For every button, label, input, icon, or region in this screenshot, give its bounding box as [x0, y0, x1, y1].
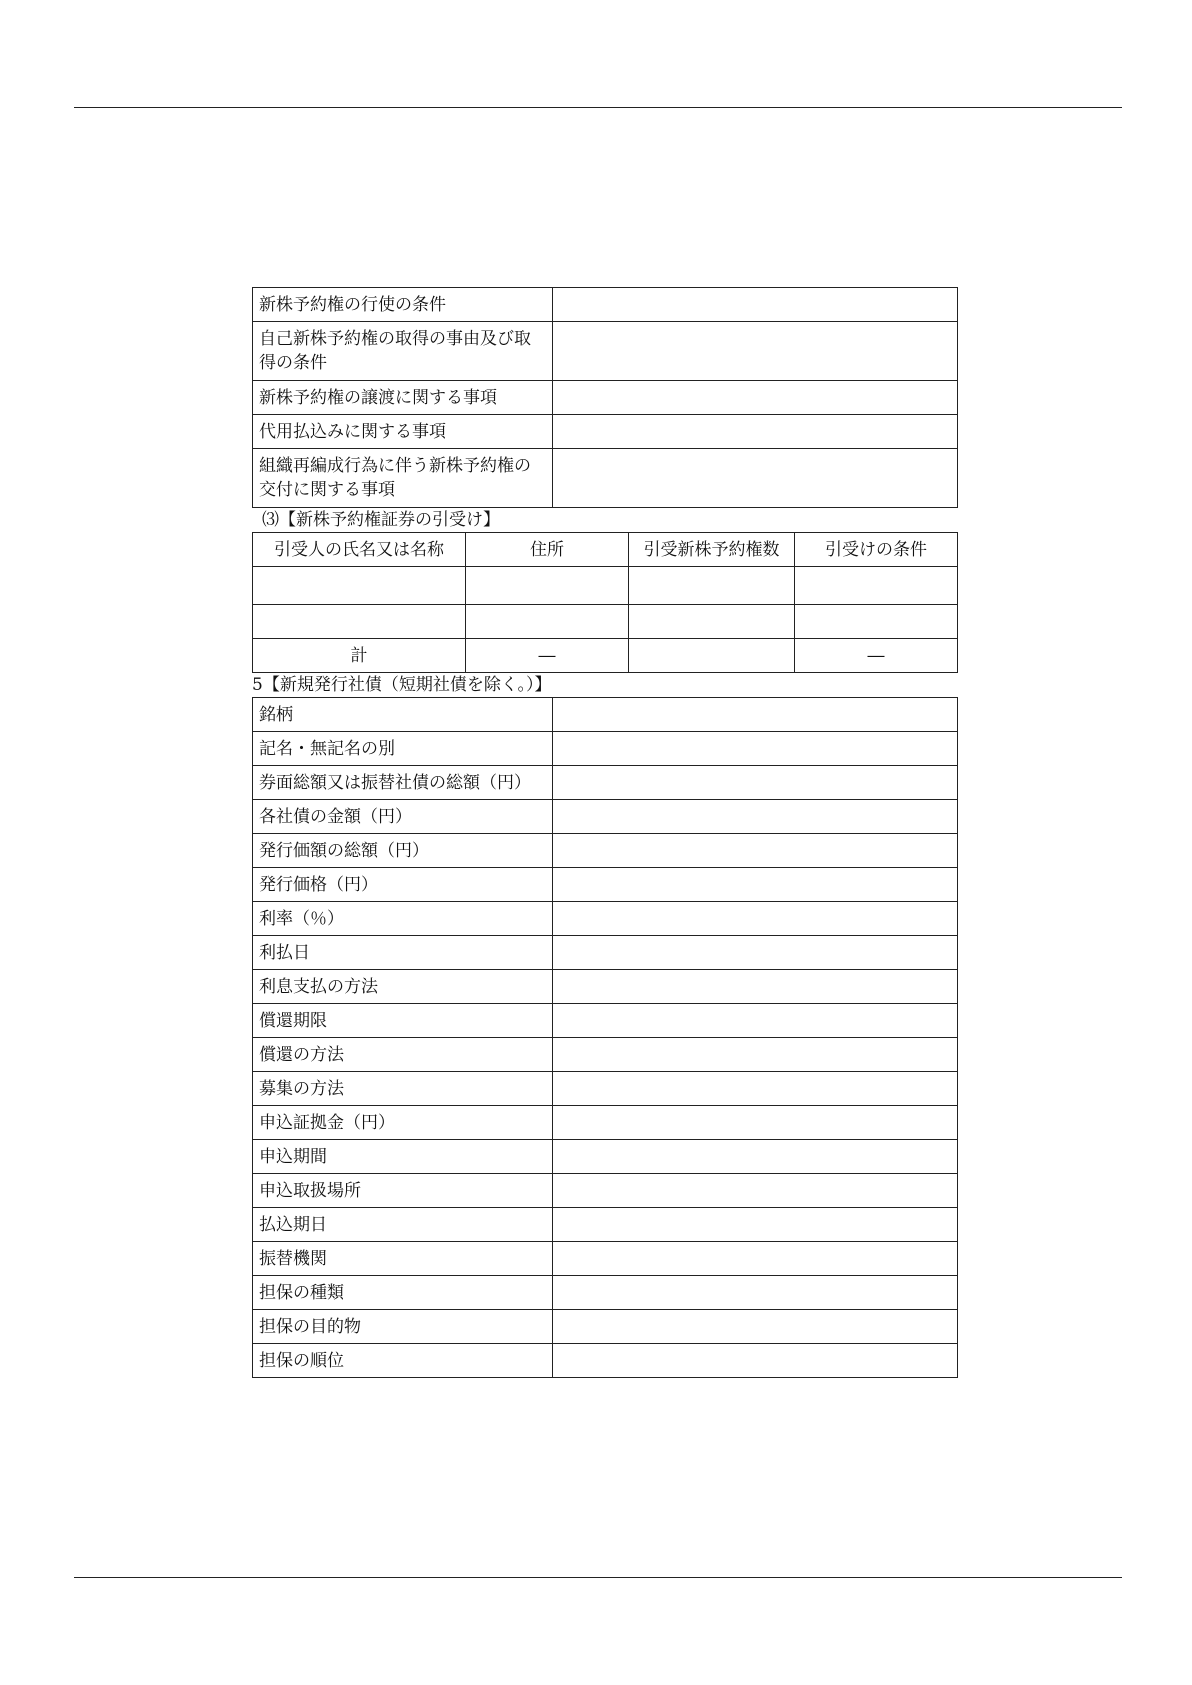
- cell: [629, 567, 795, 605]
- row-label: 担保の順位: [253, 1344, 553, 1378]
- table-row: [253, 322, 958, 381]
- total-conditions: ―: [795, 639, 958, 673]
- table-row: [253, 766, 958, 800]
- table-row: [253, 567, 958, 605]
- table-row: [253, 698, 958, 732]
- table-row: [253, 834, 958, 868]
- total-row: [253, 639, 958, 673]
- row-label: 自己新株予約権の取得の事由及び取得の条件: [253, 322, 553, 381]
- row-value: [553, 1310, 958, 1344]
- table-row: [253, 970, 958, 1004]
- row-label: 償還期限: [253, 1004, 553, 1038]
- row-value: [553, 322, 958, 381]
- bonds-table: [252, 697, 958, 1378]
- row-label: 券面総額又は振替社債の総額（円）: [253, 766, 553, 800]
- row-label: 発行価格（円）: [253, 868, 553, 902]
- row-label: 代用払込みに関する事項: [253, 415, 553, 449]
- table-row: [253, 1242, 958, 1276]
- row-label: 申込証拠金（円）: [253, 1106, 553, 1140]
- row-value: [553, 936, 958, 970]
- row-label: 新株予約権の行使の条件: [253, 288, 553, 322]
- table-row: [253, 1174, 958, 1208]
- total-count: [629, 639, 795, 673]
- table-header-row: [253, 533, 958, 567]
- table-row: [253, 1208, 958, 1242]
- table-row: [253, 936, 958, 970]
- total-address: ―: [466, 639, 629, 673]
- cell: [466, 567, 629, 605]
- table-row: [253, 868, 958, 902]
- header-rule: [74, 107, 1122, 108]
- cell: [253, 567, 466, 605]
- cell: [629, 605, 795, 639]
- row-value: [553, 1004, 958, 1038]
- table-row: [253, 415, 958, 449]
- row-label: 発行価額の総額（円）: [253, 834, 553, 868]
- table-row: [253, 800, 958, 834]
- row-label: 申込取扱場所: [253, 1174, 553, 1208]
- row-value: [553, 1072, 958, 1106]
- table-row: [253, 1140, 958, 1174]
- row-label: 担保の種類: [253, 1276, 553, 1310]
- row-value: [553, 1242, 958, 1276]
- row-label: 利率（％）: [253, 902, 553, 936]
- table-row: [253, 902, 958, 936]
- row-label: 担保の目的物: [253, 1310, 553, 1344]
- row-label: 募集の方法: [253, 1072, 553, 1106]
- row-value: [553, 766, 958, 800]
- row-label: 利息支払の方法: [253, 970, 553, 1004]
- header-underwriter-name: 引受人の氏名又は名称: [253, 533, 466, 567]
- table-row: [253, 449, 958, 508]
- row-value: [553, 834, 958, 868]
- row-value: [553, 1174, 958, 1208]
- table-row: [253, 1072, 958, 1106]
- row-label: 記名・無記名の別: [253, 732, 553, 766]
- table-row: [253, 1310, 958, 1344]
- header-conditions: 引受けの条件: [795, 533, 958, 567]
- table-row: [253, 605, 958, 639]
- total-label: 計: [253, 639, 466, 673]
- row-label: 償還の方法: [253, 1038, 553, 1072]
- row-value: [553, 1344, 958, 1378]
- row-label: 組織再編成行為に伴う新株予約権の交付に関する事項: [253, 449, 553, 508]
- footer-rule: [74, 1577, 1122, 1578]
- row-value: [553, 902, 958, 936]
- cell: [253, 605, 466, 639]
- row-value: [553, 732, 958, 766]
- row-label: 各社債の金額（円）: [253, 800, 553, 834]
- row-value: [553, 868, 958, 902]
- row-value: [553, 1106, 958, 1140]
- row-value: [553, 288, 958, 322]
- cell: [795, 605, 958, 639]
- table-row: [253, 1004, 958, 1038]
- table-row: [253, 288, 958, 322]
- header-address: 住所: [466, 533, 629, 567]
- stock-acquisition-rights-table: [252, 287, 958, 508]
- row-value: [553, 415, 958, 449]
- row-value: [553, 800, 958, 834]
- table-row: [253, 1038, 958, 1072]
- row-value: [553, 381, 958, 415]
- table-row: [253, 1106, 958, 1140]
- underwriting-section-title: ⑶【新株予約権証券の引受け】: [262, 510, 500, 530]
- cell: [795, 567, 958, 605]
- cell: [466, 605, 629, 639]
- table-row: [253, 732, 958, 766]
- document-body: [252, 287, 958, 1378]
- row-value: [553, 1276, 958, 1310]
- underwriting-table: [252, 532, 958, 673]
- row-value: [553, 1038, 958, 1072]
- row-value: [553, 970, 958, 1004]
- table-row: [253, 381, 958, 415]
- bonds-section-title: 5【新規発行社債（短期社債を除く。）】: [252, 675, 552, 695]
- row-label: 銘柄: [253, 698, 553, 732]
- row-value: [553, 449, 958, 508]
- table-row: [253, 1276, 958, 1310]
- row-value: [553, 1140, 958, 1174]
- row-label: 振替機関: [253, 1242, 553, 1276]
- table-row: [253, 1344, 958, 1378]
- row-label: 利払日: [253, 936, 553, 970]
- row-label: 申込期間: [253, 1140, 553, 1174]
- row-value: [553, 1208, 958, 1242]
- row-value: [553, 698, 958, 732]
- row-label: 新株予約権の譲渡に関する事項: [253, 381, 553, 415]
- row-label: 払込期日: [253, 1208, 553, 1242]
- header-rights-count: 引受新株予約権数: [629, 533, 795, 567]
